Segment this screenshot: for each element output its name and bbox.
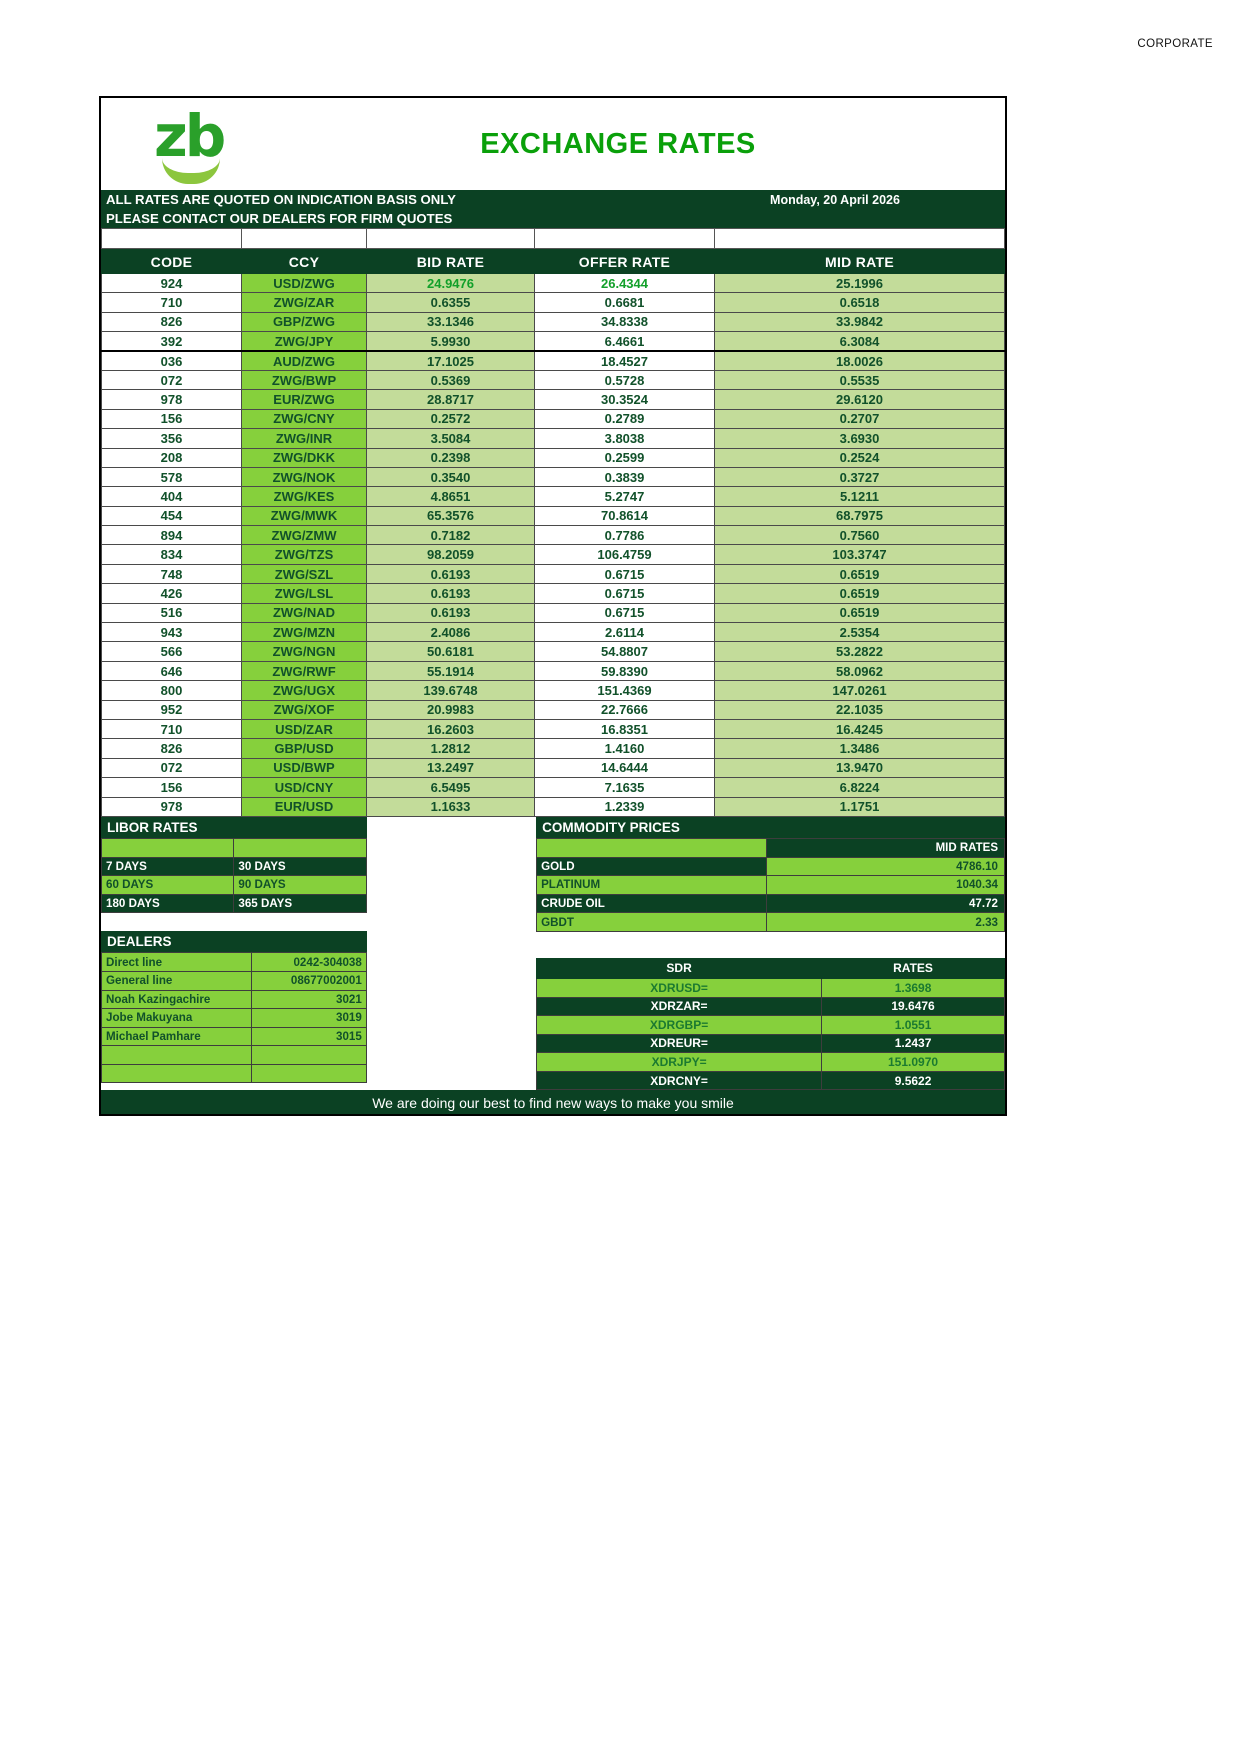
libor-tenor: 180 DAYS: [102, 894, 234, 913]
libor-dealers-column: [101, 817, 367, 1091]
cell-offer: 0.6715: [535, 584, 715, 603]
cell-code: 156: [102, 409, 242, 428]
table-row: [102, 467, 1005, 486]
cell-offer: 0.5728: [535, 370, 715, 389]
cell-offer: 0.6715: [535, 603, 715, 622]
cell-ccy: ZWG/XOF: [242, 700, 367, 719]
cell-ccy: ZWG/BWP: [242, 370, 367, 389]
sdr-rate: 1.3698: [822, 978, 1005, 997]
dealer-name: [102, 1064, 252, 1083]
cell-bid: 0.7182: [367, 526, 535, 545]
zb-logo: [101, 102, 291, 180]
dealer-extension: 08677002001: [252, 971, 367, 990]
table-row: [102, 739, 1005, 758]
cell-bid: 1.1633: [367, 797, 535, 816]
table-row: [102, 661, 1005, 680]
commodity-blank-cell: [537, 838, 767, 857]
sdr-col-rates: RATES: [822, 958, 1005, 978]
cell-offer: 151.4369: [535, 681, 715, 700]
cell-code: 978: [102, 390, 242, 409]
notice-bar-2: [101, 209, 1005, 228]
cell-mid: 13.9470: [715, 758, 1005, 777]
cell-bid: 16.2603: [367, 719, 535, 738]
cell-bid: 1.2812: [367, 739, 535, 758]
spacer-cell: [242, 229, 367, 249]
table-row: [102, 642, 1005, 661]
cell-mid: 68.7975: [715, 506, 1005, 525]
cell-mid: 2.5354: [715, 623, 1005, 642]
lower-panels: [101, 817, 1005, 1091]
libor-tenor: 90 DAYS: [234, 876, 366, 895]
cell-ccy: ZWG/MZN: [242, 623, 367, 642]
sdr-rate: 19.6476: [822, 997, 1005, 1016]
commodity-row: [537, 913, 1005, 932]
table-row: [102, 390, 1005, 409]
libor-blank-cell: [102, 838, 234, 857]
cell-mid: 58.0962: [715, 661, 1005, 680]
cell-ccy: USD/ZWG: [242, 274, 367, 293]
cell-code: 710: [102, 719, 242, 738]
cell-bid: 55.1914: [367, 661, 535, 680]
cell-ccy: ZWG/TZS: [242, 545, 367, 564]
cell-offer: 59.8390: [535, 661, 715, 680]
cell-bid: 5.9930: [367, 332, 535, 351]
cell-code: 834: [102, 545, 242, 564]
cell-ccy: ZWG/NOK: [242, 467, 367, 486]
table-row: [102, 758, 1005, 777]
cell-mid: 0.2707: [715, 409, 1005, 428]
table-header-row: [102, 250, 1005, 274]
commodity-title: COMMODITY PRICES: [536, 817, 1005, 838]
cell-offer: 54.8807: [535, 642, 715, 661]
cell-ccy: USD/ZAR: [242, 719, 367, 738]
cell-code: 710: [102, 293, 242, 312]
cell-mid: 1.3486: [715, 739, 1005, 758]
table-row: [102, 584, 1005, 603]
page-title: EXCHANGE RATES: [480, 127, 756, 160]
libor-tenor: 60 DAYS: [102, 876, 234, 895]
dealer-name: [102, 1046, 252, 1065]
table-row: [102, 719, 1005, 738]
cell-ccy: ZWG/MWK: [242, 506, 367, 525]
cell-code: 646: [102, 661, 242, 680]
cell-offer: 1.4160: [535, 739, 715, 758]
cell-bid: 0.2572: [367, 409, 535, 428]
cell-ccy: ZWG/NAD: [242, 603, 367, 622]
cell-code: 826: [102, 739, 242, 758]
sdr-rate: 9.5622: [822, 1071, 1005, 1090]
spacer-cell: [535, 229, 715, 249]
cell-bid: 17.1025: [367, 351, 535, 370]
commodity-name: GBDT: [537, 913, 767, 932]
sdr-code: XDRZAR=: [537, 997, 822, 1016]
libor-row: [102, 857, 367, 876]
cell-offer: 0.6681: [535, 293, 715, 312]
cell-bid: 0.6193: [367, 584, 535, 603]
col-mid: MID RATE: [715, 250, 1005, 274]
cell-bid: 0.6355: [367, 293, 535, 312]
dealer-extension: [252, 1046, 367, 1065]
notice-line-2: PLEASE CONTACT OUR DEALERS FOR FIRM QUOTES: [106, 211, 453, 226]
cell-mid: 16.4245: [715, 719, 1005, 738]
table-row: [102, 293, 1005, 312]
cell-offer: 30.3524: [535, 390, 715, 409]
commodity-spacer: [536, 932, 1005, 958]
cell-code: 208: [102, 448, 242, 467]
cell-code: 454: [102, 506, 242, 525]
table-row: [102, 332, 1005, 351]
commodity-row: [537, 857, 1005, 876]
dealer-row: [102, 953, 367, 972]
sheet-header: [101, 98, 1005, 190]
cell-code: 894: [102, 526, 242, 545]
cell-bid: 24.9476: [367, 274, 535, 293]
cell-offer: 18.4527: [535, 351, 715, 370]
cell-bid: 139.6748: [367, 681, 535, 700]
table-row: [102, 370, 1005, 389]
dealer-extension: 3015: [252, 1027, 367, 1046]
dealer-extension: 3021: [252, 990, 367, 1009]
sdr-col-code: SDR: [537, 958, 822, 978]
cell-mid: 147.0261: [715, 681, 1005, 700]
libor-tenor: 7 DAYS: [102, 857, 234, 876]
cell-code: 800: [102, 681, 242, 700]
commodity-row: [537, 894, 1005, 913]
cell-offer: 0.7786: [535, 526, 715, 545]
col-offer: OFFER RATE: [535, 250, 715, 274]
sdr-rate: 1.2437: [822, 1034, 1005, 1053]
cell-offer: 6.4661: [535, 332, 715, 351]
cell-mid: 3.6930: [715, 429, 1005, 448]
cell-mid: 0.2524: [715, 448, 1005, 467]
cell-bid: 0.2398: [367, 448, 535, 467]
cell-ccy: ZWG/UGX: [242, 681, 367, 700]
dealer-name: Noah Kazingachire: [102, 990, 252, 1009]
libor-blank-cell: [234, 838, 366, 857]
notice-bar-1: [101, 190, 1005, 209]
cell-ccy: ZWG/LSL: [242, 584, 367, 603]
table-row: [102, 409, 1005, 428]
cell-offer: 7.1635: [535, 778, 715, 797]
cell-mid: 0.5535: [715, 370, 1005, 389]
cell-bid: 28.8717: [367, 390, 535, 409]
cell-ccy: ZWG/RWF: [242, 661, 367, 680]
cell-code: 156: [102, 778, 242, 797]
cell-bid: 0.6193: [367, 603, 535, 622]
sdr-row: [537, 1034, 1005, 1053]
notice-line-1: ALL RATES ARE QUOTED ON INDICATION BASIS ONLY: [106, 192, 456, 207]
cell-bid: 20.9983: [367, 700, 535, 719]
dealer-row: [102, 1064, 367, 1083]
sdr-code: XDRJPY=: [537, 1053, 822, 1072]
cell-code: 748: [102, 564, 242, 583]
cell-mid: 6.3084: [715, 332, 1005, 351]
cell-ccy: ZWG/JPY: [242, 332, 367, 351]
cell-offer: 3.8038: [535, 429, 715, 448]
sdr-row: [537, 1071, 1005, 1090]
sdr-table: [536, 958, 1005, 1091]
footer-tagline: We are doing our best to find new ways to make you smile: [101, 1090, 1005, 1114]
cell-mid: 0.6519: [715, 603, 1005, 622]
cell-code: 392: [102, 332, 242, 351]
dealer-row: [102, 1027, 367, 1046]
dealer-name: Jobe Makuyana: [102, 1009, 252, 1028]
cell-code: 072: [102, 370, 242, 389]
cell-offer: 0.3839: [535, 467, 715, 486]
cell-bid: 2.4086: [367, 623, 535, 642]
commodity-value: 1040.34: [767, 876, 1005, 895]
cell-code: 578: [102, 467, 242, 486]
commodity-value: 4786.10: [767, 857, 1005, 876]
sdr-rate: 1.0551: [822, 1016, 1005, 1035]
col-code: CODE: [102, 250, 242, 274]
gutter: [367, 817, 536, 1091]
col-ccy: CCY: [242, 250, 367, 274]
cell-code: 036: [102, 351, 242, 370]
corporate-tag: CORPORATE: [1137, 38, 1213, 50]
cell-code: 566: [102, 642, 242, 661]
quote-date: Monday, 20 April 2026: [770, 192, 900, 207]
sdr-row: [537, 1016, 1005, 1035]
table-row: [102, 603, 1005, 622]
cell-offer: 0.2789: [535, 409, 715, 428]
cell-ccy: ZWG/SZL: [242, 564, 367, 583]
cell-mid: 33.9842: [715, 312, 1005, 331]
sdr-code: XDREUR=: [537, 1034, 822, 1053]
mid-rates-label: MID RATES: [767, 838, 1005, 857]
sdr-code: XDRUSD=: [537, 978, 822, 997]
dealers-title: DEALERS: [101, 931, 367, 952]
table-row: [102, 429, 1005, 448]
dealer-name: Michael Pamhare: [102, 1027, 252, 1046]
cell-ccy: ZWG/INR: [242, 429, 367, 448]
spacer-cell: [367, 229, 535, 249]
table-row: [102, 312, 1005, 331]
cell-ccy: ZWG/CNY: [242, 409, 367, 428]
cell-code: 978: [102, 797, 242, 816]
cell-code: 356: [102, 429, 242, 448]
commodity-midrates-row: [537, 838, 1005, 857]
cell-mid: 0.3727: [715, 467, 1005, 486]
cell-ccy: ZWG/KES: [242, 487, 367, 506]
cell-mid: 53.2822: [715, 642, 1005, 661]
dealer-extension: 3019: [252, 1009, 367, 1028]
dealer-row: [102, 1046, 367, 1065]
cell-bid: 4.8651: [367, 487, 535, 506]
cell-code: 943: [102, 623, 242, 642]
cell-offer: 34.8338: [535, 312, 715, 331]
exchange-rates-table: [101, 249, 1005, 817]
table-row: [102, 351, 1005, 370]
cell-ccy: AUD/ZWG: [242, 351, 367, 370]
table-row: [102, 274, 1005, 293]
commodity-value: 47.72: [767, 894, 1005, 913]
sdr-row: [537, 1053, 1005, 1072]
sdr-row: [537, 997, 1005, 1016]
cell-mid: 0.6519: [715, 564, 1005, 583]
exchange-rates-sheet: [99, 96, 1007, 1116]
cell-bid: 33.1346: [367, 312, 535, 331]
cell-code: 952: [102, 700, 242, 719]
cell-bid: 6.5495: [367, 778, 535, 797]
cell-bid: 65.3576: [367, 506, 535, 525]
dealer-name: General line: [102, 971, 252, 990]
cell-offer: 26.4344: [535, 274, 715, 293]
cell-offer: 70.8614: [535, 506, 715, 525]
cell-bid: 50.6181: [367, 642, 535, 661]
cell-code: 426: [102, 584, 242, 603]
cell-offer: 2.6114: [535, 623, 715, 642]
libor-row: [102, 876, 367, 895]
cell-bid: 98.2059: [367, 545, 535, 564]
cell-ccy: ZWG/NGN: [242, 642, 367, 661]
spacer-cell: [715, 229, 1005, 249]
spacer-row: [101, 228, 1005, 249]
dealers-table: [101, 952, 367, 1083]
cell-bid: 3.5084: [367, 429, 535, 448]
cell-mid: 103.3747: [715, 545, 1005, 564]
libor-title: LIBOR RATES: [101, 817, 367, 838]
cell-mid: 29.6120: [715, 390, 1005, 409]
commodity-row: [537, 876, 1005, 895]
cell-ccy: ZWG/ZMW: [242, 526, 367, 545]
col-bid: BID RATE: [367, 250, 535, 274]
dealer-name: Direct line: [102, 953, 252, 972]
table-row: [102, 623, 1005, 642]
sdr-code: XDRCNY=: [537, 1071, 822, 1090]
table-row: [102, 526, 1005, 545]
cell-mid: 0.6519: [715, 584, 1005, 603]
cell-offer: 5.2747: [535, 487, 715, 506]
cell-code: 072: [102, 758, 242, 777]
smile-icon: [162, 158, 220, 184]
cell-mid: 0.7560: [715, 526, 1005, 545]
cell-offer: 16.8351: [535, 719, 715, 738]
cell-code: 826: [102, 312, 242, 331]
cell-ccy: GBP/ZWG: [242, 312, 367, 331]
cell-mid: 1.1751: [715, 797, 1005, 816]
cell-offer: 106.4759: [535, 545, 715, 564]
dealer-extension: 0242-304038: [252, 953, 367, 972]
dealer-row: [102, 1009, 367, 1028]
table-row: [102, 448, 1005, 467]
dealer-row: [102, 990, 367, 1009]
libor-row: [102, 894, 367, 913]
sdr-rate: 151.0970: [822, 1053, 1005, 1072]
libor-tenor: 30 DAYS: [234, 857, 366, 876]
cell-offer: 0.6715: [535, 564, 715, 583]
table-row: [102, 681, 1005, 700]
cell-offer: 14.6444: [535, 758, 715, 777]
cell-code: 404: [102, 487, 242, 506]
cell-mid: 18.0026: [715, 351, 1005, 370]
cell-ccy: USD/CNY: [242, 778, 367, 797]
cell-bid: 0.6193: [367, 564, 535, 583]
cell-mid: 22.1035: [715, 700, 1005, 719]
commodity-sdr-column: [536, 817, 1005, 1091]
table-row: [102, 700, 1005, 719]
libor-table: [101, 838, 367, 913]
sdr-header-row: [537, 958, 1005, 978]
cell-mid: 0.6518: [715, 293, 1005, 312]
cell-ccy: ZWG/ZAR: [242, 293, 367, 312]
libor-tenor: 365 DAYS: [234, 894, 366, 913]
cell-bid: 0.3540: [367, 467, 535, 486]
sdr-code: XDRGBP=: [537, 1016, 822, 1035]
libor-blank-row: [102, 838, 367, 857]
cell-code: 516: [102, 603, 242, 622]
commodity-value: 2.33: [767, 913, 1005, 932]
logo-text: zb: [154, 102, 224, 170]
cell-ccy: GBP/USD: [242, 739, 367, 758]
cell-ccy: ZWG/DKK: [242, 448, 367, 467]
table-row: [102, 797, 1005, 816]
table-row: [102, 778, 1005, 797]
dealer-row: [102, 971, 367, 990]
cell-offer: 1.2339: [535, 797, 715, 816]
cell-mid: 25.1996: [715, 274, 1005, 293]
cell-offer: 0.2599: [535, 448, 715, 467]
commodity-name: GOLD: [537, 857, 767, 876]
libor-spacer: [101, 913, 367, 931]
spacer-cell: [102, 229, 242, 249]
cell-ccy: EUR/USD: [242, 797, 367, 816]
cell-code: 924: [102, 274, 242, 293]
cell-mid: 5.1211: [715, 487, 1005, 506]
cell-ccy: USD/BWP: [242, 758, 367, 777]
cell-mid: 6.8224: [715, 778, 1005, 797]
sdr-row: [537, 978, 1005, 997]
dealer-extension: [252, 1064, 367, 1083]
cell-bid: 0.5369: [367, 370, 535, 389]
table-row: [102, 487, 1005, 506]
commodity-name: PLATINUM: [537, 876, 767, 895]
table-row: [102, 545, 1005, 564]
cell-offer: 22.7666: [535, 700, 715, 719]
commodity-table: [536, 838, 1005, 932]
table-row: [102, 564, 1005, 583]
table-row: [102, 506, 1005, 525]
commodity-name: CRUDE OIL: [537, 894, 767, 913]
cell-bid: 13.2497: [367, 758, 535, 777]
cell-ccy: EUR/ZWG: [242, 390, 367, 409]
